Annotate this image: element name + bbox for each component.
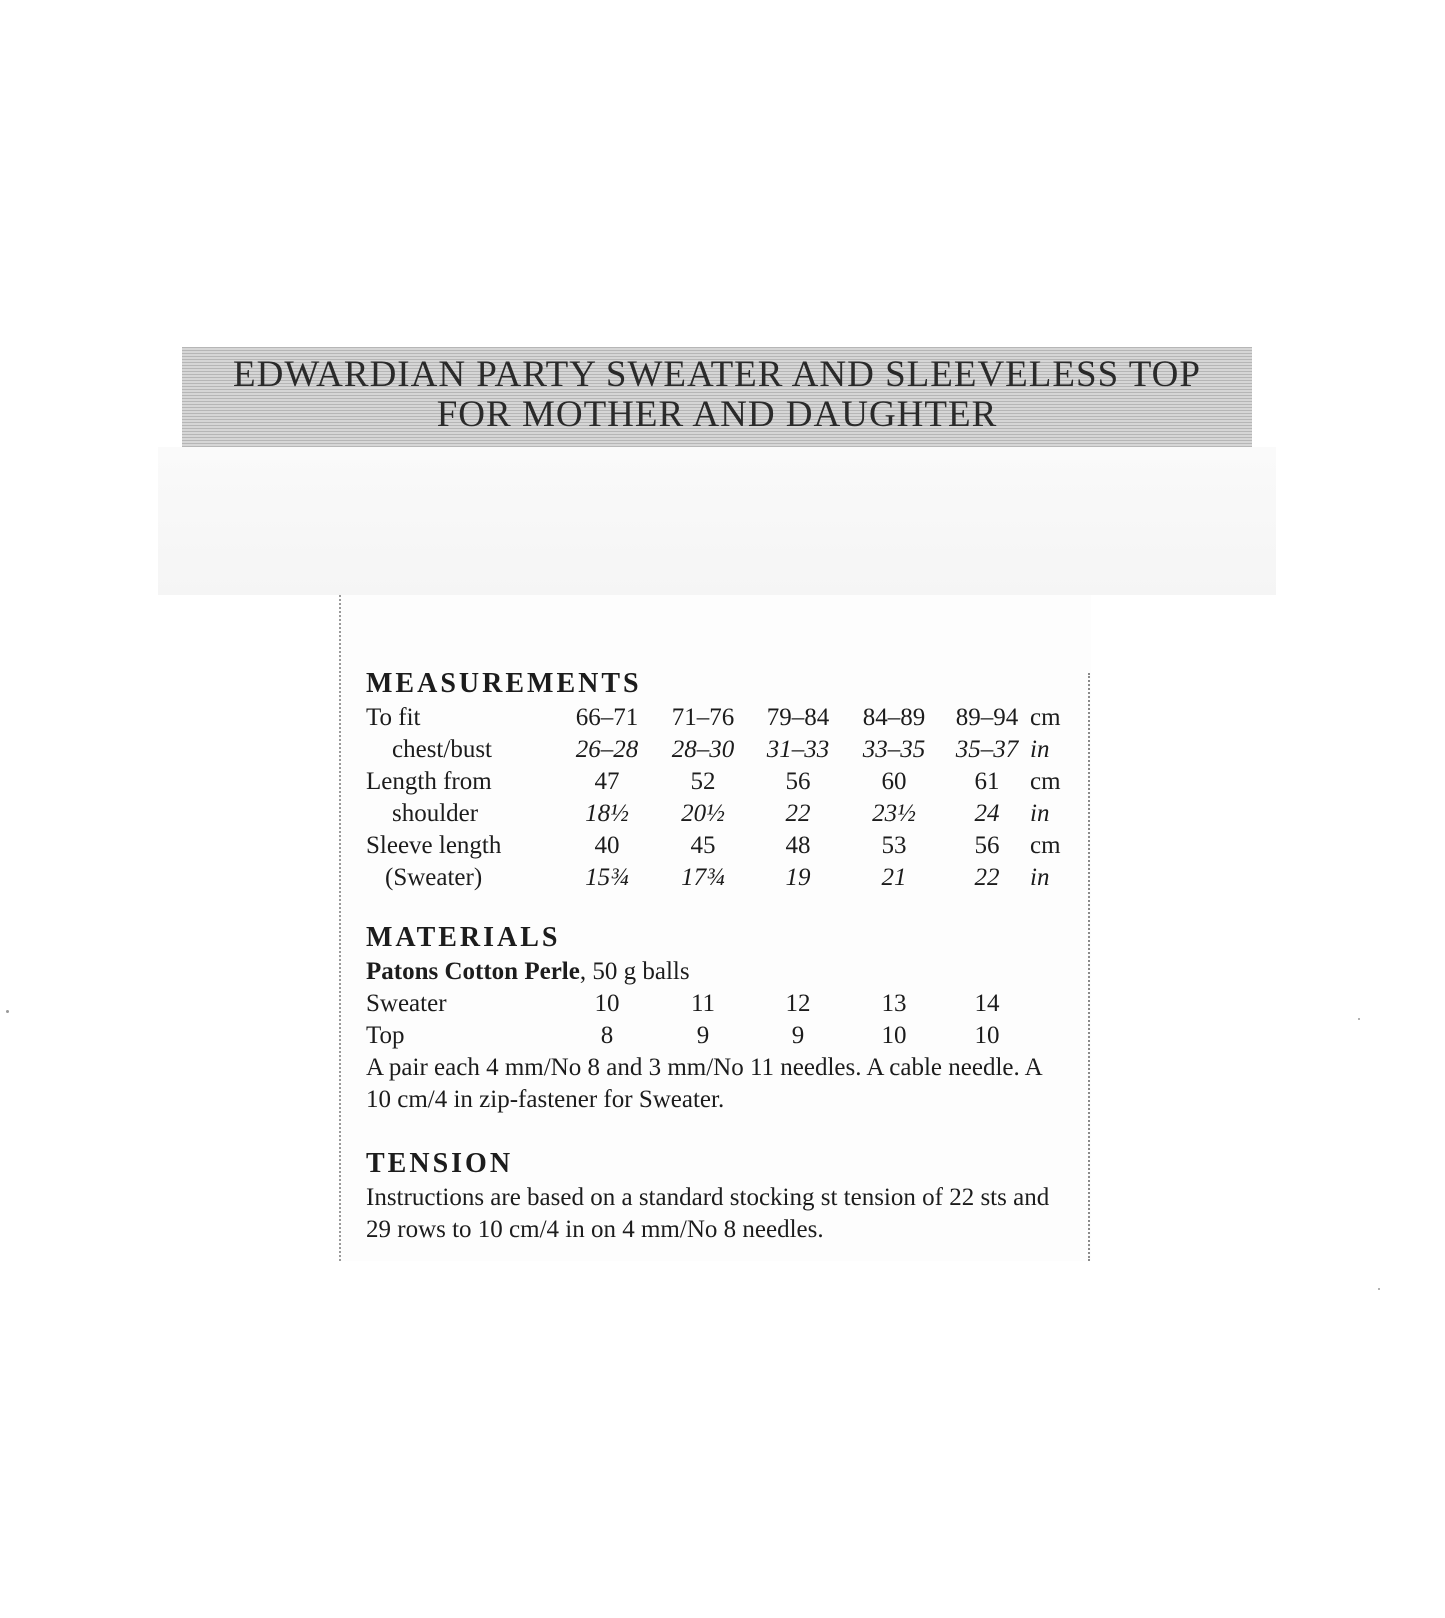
ball-count: 13 — [881, 990, 907, 1017]
unit-label: cm — [1030, 704, 1061, 731]
size-value: 45 — [690, 832, 716, 859]
row-label: chest/bust — [392, 736, 492, 763]
measurement-row-sleeve-in — [0, 862, 1445, 894]
tension-heading: TENSION — [366, 1148, 514, 1179]
size-value: 18½ — [585, 800, 629, 827]
materials-row-top — [0, 1020, 1445, 1052]
unit-label: in — [1030, 736, 1050, 763]
size-value: 79–84 — [766, 704, 830, 731]
unit-label: cm — [1030, 832, 1061, 859]
scan-speck — [6, 1010, 9, 1013]
row-label: Sleeve length — [366, 832, 502, 859]
measurement-row-sleeve-cm — [0, 830, 1445, 862]
unit-label: cm — [1030, 768, 1061, 795]
scan-speck — [1358, 1018, 1360, 1020]
size-value: 15¾ — [585, 864, 629, 891]
size-value: 28–30 — [671, 736, 735, 763]
size-value: 48 — [785, 832, 811, 859]
size-value: 35–37 — [955, 736, 1019, 763]
size-value: 47 — [594, 768, 620, 795]
ball-count: 9 — [696, 1022, 710, 1049]
measurements-heading: MEASUREMENTS — [366, 668, 642, 699]
size-value: 20½ — [681, 800, 725, 827]
measurement-row-chest-in — [0, 734, 1445, 766]
materials-row-sweater — [0, 988, 1445, 1020]
yarn-detail: , 50 g balls — [579, 958, 690, 985]
size-value: 22 — [974, 864, 1000, 891]
size-value: 60 — [881, 768, 907, 795]
ball-count: 14 — [974, 990, 1000, 1017]
size-value: 40 — [594, 832, 620, 859]
ball-count: 8 — [600, 1022, 614, 1049]
tension-text: Instructions are based on a standard stocking st tension of 22 sts and 29 rows to 10 cm/4 in on 4 mm/No 8 needles. — [366, 1184, 1050, 1243]
size-value: 21 — [881, 864, 907, 891]
title-banner — [182, 347, 1252, 447]
row-label: To fit — [366, 704, 421, 731]
measurement-row-to-fit-cm — [0, 702, 1445, 734]
row-label: Length from — [366, 768, 492, 795]
size-value: 66–71 — [575, 704, 639, 731]
size-value: 24 — [974, 800, 1000, 827]
row-label: Sweater — [366, 990, 447, 1017]
unit-label: in — [1030, 864, 1050, 891]
size-value: 17¾ — [681, 864, 725, 891]
size-value: 53 — [881, 832, 907, 859]
size-value: 19 — [785, 864, 811, 891]
measurement-row-length-in — [0, 798, 1445, 830]
row-label: (Sweater) — [385, 864, 483, 891]
materials-heading: MATERIALS — [366, 922, 561, 953]
size-value: 56 — [974, 832, 1000, 859]
size-value: 56 — [785, 768, 811, 795]
yarn-line — [366, 956, 1071, 988]
yarn-name: Patons Cotton Perle — [366, 958, 580, 985]
size-value: 61 — [974, 768, 1000, 795]
row-label: Top — [366, 1022, 405, 1049]
size-value: 23½ — [872, 800, 916, 827]
size-value: 52 — [690, 768, 716, 795]
unit-label: in — [1030, 800, 1050, 827]
measurement-row-length-cm — [0, 766, 1445, 798]
size-value: 71–76 — [671, 704, 735, 731]
left-dotted-rule — [339, 595, 341, 1261]
materials-note: A pair each 4 mm/No 8 and 3 mm/No 11 needles. A cable needle. A 10 cm/4 in zip-fastener for Sweater. — [366, 1054, 1042, 1113]
size-value: 22 — [785, 800, 811, 827]
ball-count: 12 — [785, 990, 811, 1017]
size-value: 89–94 — [955, 704, 1019, 731]
ball-count: 10 — [594, 990, 620, 1017]
ball-count: 10 — [974, 1022, 1000, 1049]
ball-count: 11 — [690, 990, 716, 1017]
title-line-2: FOR MOTHER AND DAUGHTER — [436, 394, 998, 435]
ball-count: 10 — [881, 1022, 907, 1049]
scan-speck — [1378, 1288, 1380, 1290]
title-line-1: EDWARDIAN PARTY SWEATER AND SLEEVELESS TOP — [233, 354, 1201, 395]
size-value: 84–89 — [862, 704, 926, 731]
size-value: 26–28 — [575, 736, 639, 763]
size-value: 33–35 — [862, 736, 926, 763]
fade-panel — [158, 447, 1276, 595]
size-value: 31–33 — [766, 736, 830, 763]
ball-count: 9 — [791, 1022, 805, 1049]
row-label: shoulder — [392, 800, 479, 827]
